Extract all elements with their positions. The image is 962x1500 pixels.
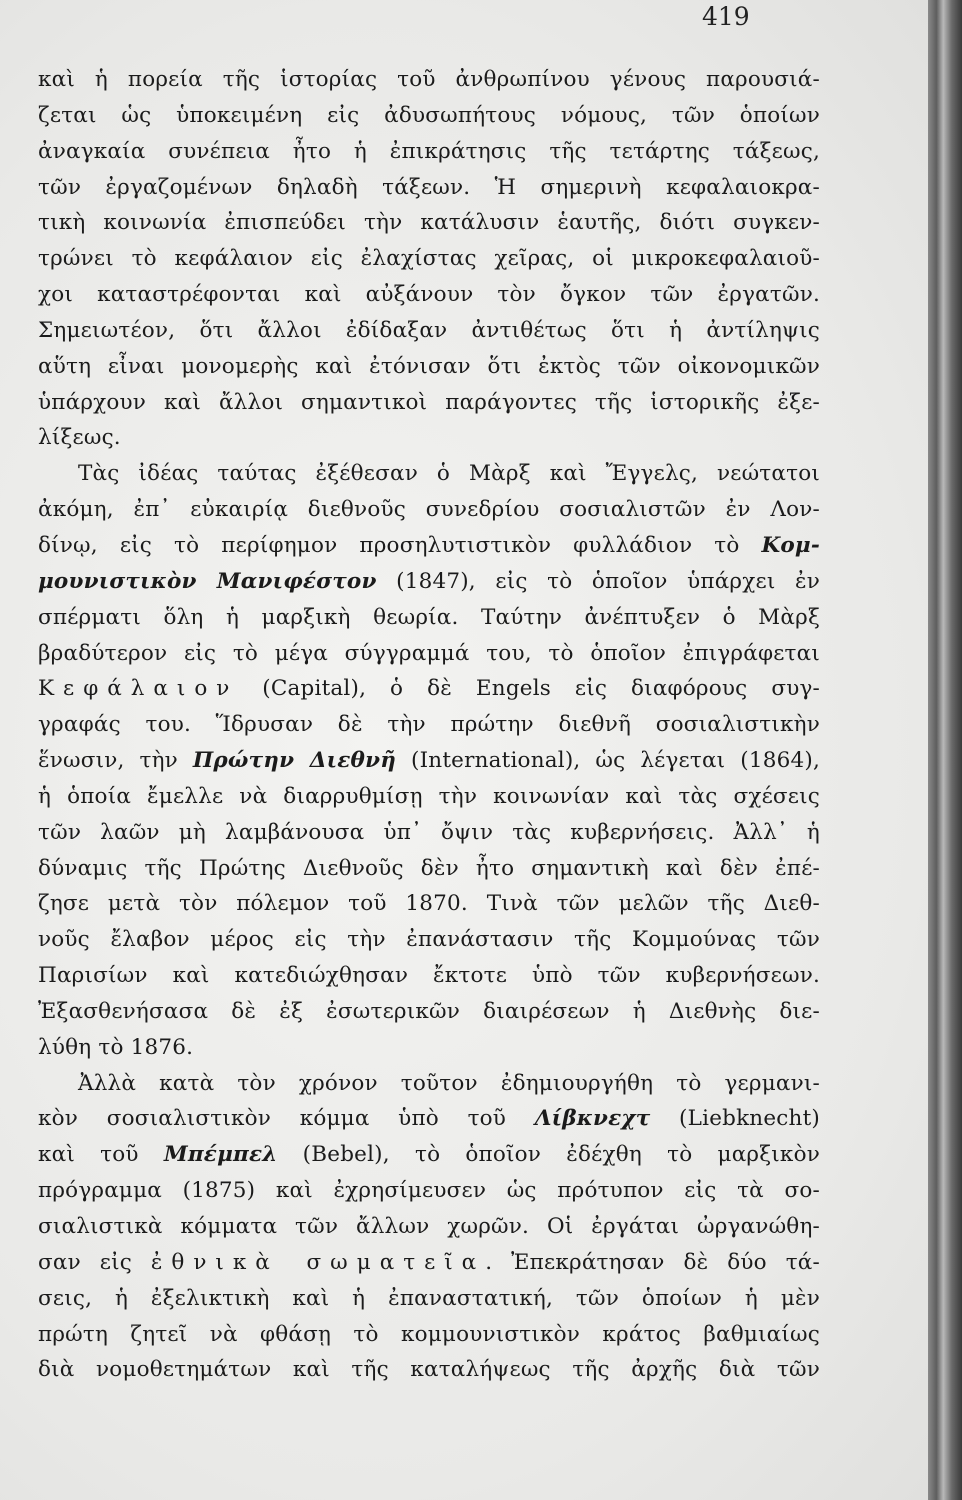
text-line: λίξεως. <box>38 425 121 451</box>
text-line: τρώνει τὸ κεφάλαιον εἰς ἐλαχίστας χεῖρας, οἱ μικροκεφαλαιοῦ- <box>38 246 820 272</box>
text-line: νοῦς ἔλαβον μέρος εἰς τὴν ἐπανάστασιν τῆς Κομμούνας τῶν <box>38 927 820 953</box>
text-line: γραφάς του. Ἵδρυσαν δὲ τὴν πρώτην διεθνῆ σοσιαλιστικὴν <box>38 712 820 738</box>
book-title-emphasis: μουνιστικὸν Μανιφέστον <box>38 568 377 594</box>
text-line <box>38 528 820 564</box>
text-line: ζεται ὡς ὑποκειμένη εἰς ἀδυσωπήτους νόμους, τῶν ὁποίων <box>38 102 820 128</box>
text-span: (1847), εἰς τὸ ὁποῖον ὑπάρχει ἐν <box>376 568 820 594</box>
text-line <box>38 1245 820 1281</box>
text-span: (Liebknecht) <box>650 1106 820 1132</box>
text-line <box>38 564 820 600</box>
text-span: καὶ τοῦ <box>38 1142 164 1168</box>
text-line: σιαλιστικὰ κόμματα τῶν ἄλλων χωρῶν. Οἱ ἐργάται ὠργανώθη- <box>38 1214 820 1239</box>
text-line: αὕτη εἶναι μονομερὴς καὶ ἐτόνισαν ὅτι ἐκτὸς τῶν οἰκονομικῶν <box>38 353 820 379</box>
text-line: Ἐξασθενήσασα δὲ ἐξ ἐσωτερικῶν διαιρέσεων ἡ Διεθνὴς διε- <box>38 998 820 1024</box>
text-span: (Bebel), τὸ ὁποῖον ἐδέχθη τὸ μαρξικὸν <box>277 1142 820 1168</box>
text-span: κὸν σοσιαλιστικὸν κόμμα ὑπὸ τοῦ <box>38 1106 535 1132</box>
text-line <box>38 671 820 707</box>
text-line <box>38 1137 820 1173</box>
text-line: ζησε μετὰ τὸν πόλεμον τοῦ 1870. Τινὰ τῶν μελῶν τῆς Διεθ- <box>38 891 820 917</box>
text-line: σεις, ἡ ἐξελικτικὴ καὶ ἡ ἐπαναστατική, τῶν ὁποίων ἡ μὲν <box>38 1285 820 1311</box>
body-text <box>38 62 820 1388</box>
text-line: χοι καταστρέφονται καὶ αὐξάνουν τὸν ὄγκον τῶν ἐργατῶν. <box>38 282 820 308</box>
text-span: (International), ὡς λέγεται (1864), <box>396 748 820 774</box>
text-line <box>38 1101 820 1137</box>
book-spine-edge <box>928 0 962 1500</box>
text-line: τῶν λαῶν μὴ λαμβάνουσα ὑπ᾿ ὄψιν τὰς κυβερνήσεις. Ἀλλ᾿ ἡ <box>38 819 820 845</box>
text-span: δίνῳ, εἰς τὸ περίφημον προσηλυτιστικὸν φυλλάδιον τὸ <box>38 532 762 558</box>
book-title-emphasis: Κομ- <box>761 532 820 558</box>
text-line: πρώτη ζητεῖ νὰ φθάσῃ τὸ κομμουνιστικὸν κράτος βαθμιαίως <box>38 1321 820 1347</box>
org-name-emphasis: Πρώτην Διεθνῆ <box>192 748 397 774</box>
spaced-emphasis: ἐθνικὰ σωματεῖα <box>150 1249 486 1275</box>
person-name-emphasis: Λίβκνεχτ <box>534 1106 651 1132</box>
text-line: ἡ ὁποία ἔμελλε νὰ διαρρυθμίσῃ τὴν κοινωνίαν καὶ τὰς σχέσεις <box>38 783 820 809</box>
text-line: τῶν ἐργαζομένων δηλαδὴ τάξεων. Ἡ σημερινὴ κεφαλαιοκρα- <box>38 174 820 200</box>
text-line: τικὴ κοινωνία ἐπισπεύδει τὴν κατάλυσιν ἑαυτῆς, διότι συγκεν- <box>38 210 820 236</box>
text-line: λύθη τὸ 1876. <box>38 1034 194 1060</box>
text-line: Σημειωτέον, ὅτι ἄλλοι ἐδίδαξαν ἀντιθέτως ὅτι ἡ ἀντίληψις <box>38 317 820 343</box>
text-line: βραδύτερον εἰς τὸ μέγα σύγγραμμά του, τὸ ὁποῖον ἐπιγράφεται <box>38 640 820 666</box>
text-line: δύναμις τῆς Πρώτης Διεθνοῦς δὲν ἦτο σημαντικὴ καὶ δὲν ἐπέ- <box>38 855 820 881</box>
text-line: σπέρματι ὅλη ἡ μαρξικὴ θεωρία. Ταύτην ἀνέπτυξεν ὁ Μὰρξ <box>38 604 820 630</box>
text-span: σαν εἰς <box>38 1249 151 1275</box>
text-line <box>38 743 820 779</box>
text-line: Τὰς ἰδέας ταύτας ἐξέθεσαν ὁ Μὰρξ καὶ Ἔγγελς, νεώτατοι <box>78 461 820 487</box>
text-line: Παρισίων καὶ κατεδιώχθησαν ἔκτοτε ὑπὸ τῶν κυβερνήσεων. <box>38 963 820 989</box>
person-name-emphasis: Μπέμπελ <box>163 1142 278 1168</box>
text-span: . Ἐπεκράτησαν δὲ δύο τά- <box>485 1249 820 1275</box>
page-number: 419 <box>702 2 750 31</box>
text-span: (Capital), ὁ δὲ Engels εἰς διαφόρους συγ- <box>238 676 820 702</box>
spaced-emphasis: Κεφάλαιον <box>38 676 239 702</box>
text-line: καὶ ἡ πορεία τῆς ἱστορίας τοῦ ἀνθρωπίνου γένους παρουσιά- <box>38 67 820 92</box>
text-line: ὑπάρχουν καὶ ἄλλοι σημαντικοὶ παράγοντες τῆς ἱστορικῆς ἐξε- <box>38 389 820 415</box>
text-span: ἕνωσιν, τὴν <box>38 748 193 774</box>
text-line: ἀναγκαία συνέπεια ἦτο ἡ ἐπικράτησις τῆς τετάρτης τάξεως, <box>38 138 820 164</box>
text-line: πρόγραμμα (1875) καὶ ἐχρησίμευσεν ὡς πρότυπον εἰς τὰ σο- <box>38 1178 820 1204</box>
text-line: ἀκόμη, ἐπ᾿ εὐκαιρίᾳ διεθνοῦς συνεδρίου σοσιαλιστῶν ἐν Λον- <box>38 497 820 523</box>
text-line: Ἀλλὰ κατὰ τὸν χρόνον τοῦτον ἐδημιουργήθη τὸ γερμανι- <box>78 1070 820 1096</box>
text-line: διὰ νομοθετημάτων καὶ τῆς καταλήψεως τῆς ἀρχῆς διὰ τῶν <box>38 1357 820 1383</box>
